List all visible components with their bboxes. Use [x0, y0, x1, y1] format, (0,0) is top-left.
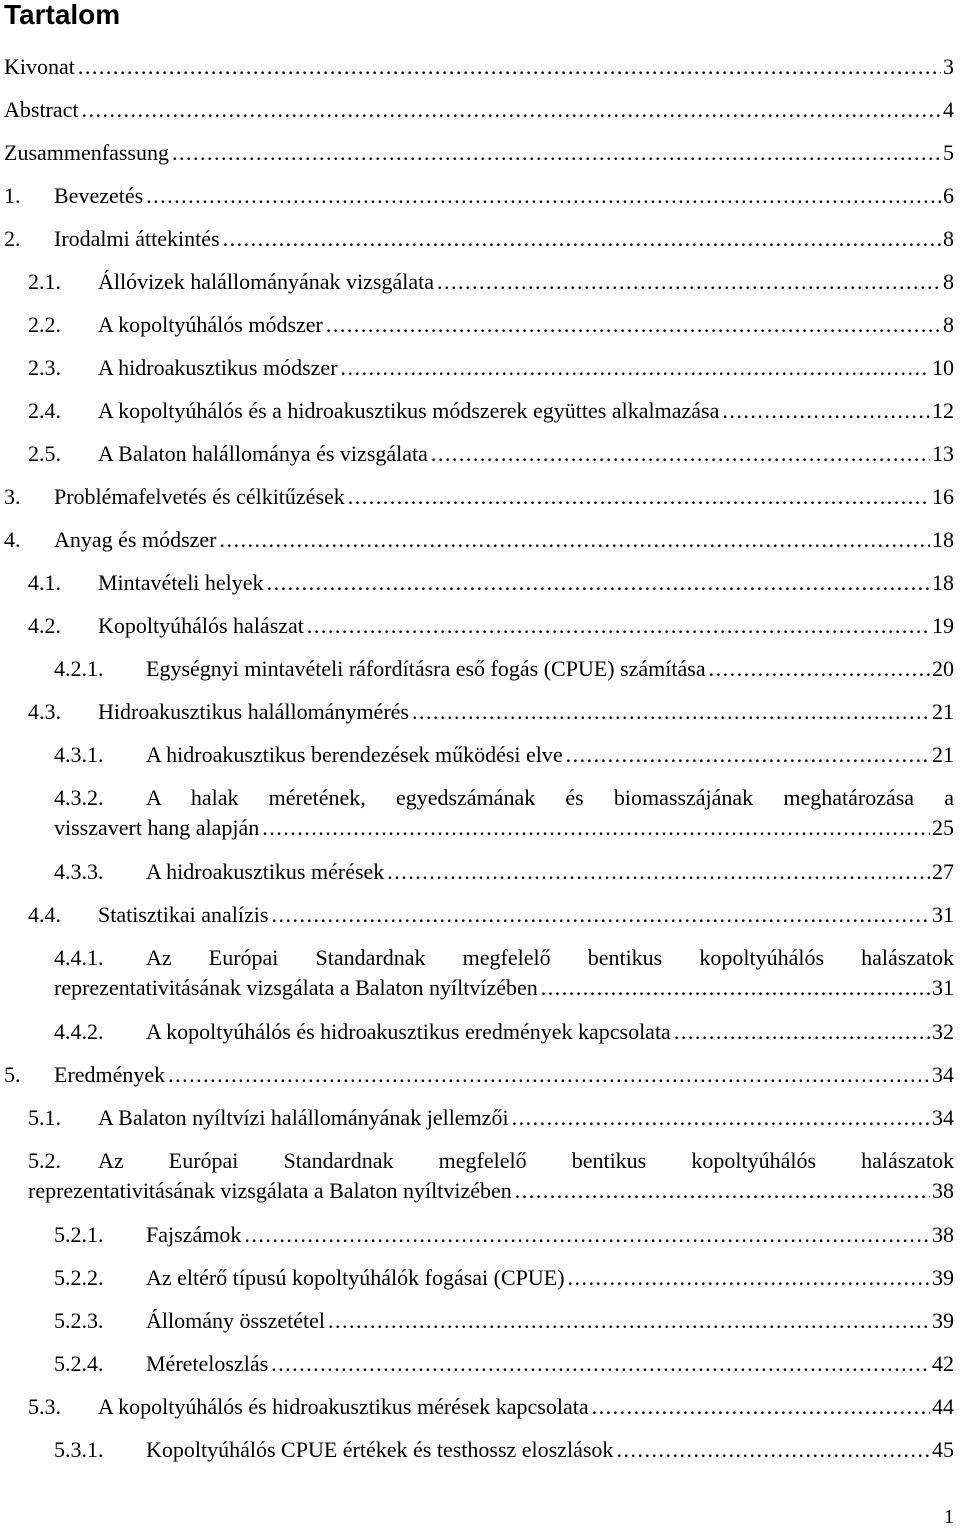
toc-entry-title: Bevezetés [54, 183, 144, 208]
toc-entry-number: 4.2. [28, 613, 61, 638]
toc-entry-title: Méreteloszlás [146, 1351, 269, 1376]
dot-leader [568, 1264, 930, 1292]
toc-entry-title: Statisztikai analízis [98, 902, 269, 927]
toc-entry-page: 31 [932, 975, 954, 1000]
toc-entry[interactable] [0, 96, 960, 124]
page-number: 1 [944, 1506, 954, 1528]
toc-entry-title: Az Európai Standardnak megfelelő bentikus kopoltyúhálós halászatok [146, 945, 954, 970]
toc-entry-title: Kopoltyúhálós halászat [98, 613, 304, 638]
toc-entry[interactable] [0, 1147, 960, 1205]
toc-entry-page: 19 [932, 613, 954, 638]
toc-entry-title: A halak méretének, egyedszámának és biomasszájának meghatározása a [146, 785, 954, 810]
dot-leader [328, 1307, 930, 1335]
toc-entry-number: 5.3. [28, 1394, 61, 1419]
dot-leader [387, 858, 930, 886]
toc-entry-title-continued: reprezentativitásának vizsgálata a Balaton nyíltvízében [54, 975, 538, 1000]
toc-entry-title: A kopoltyúhálós és hidroakusztikus eredmények kapcsolata [146, 1019, 671, 1044]
toc-entry-title: Problémafelvetés és célkitűzések [54, 484, 345, 509]
dot-leader [592, 1393, 930, 1421]
toc-entry-number: 5.3.1. [54, 1437, 104, 1462]
toc-entry[interactable] [0, 901, 960, 929]
dot-leader [674, 1018, 930, 1046]
toc-entry-page: 13 [932, 441, 954, 466]
toc-entry[interactable] [0, 483, 960, 511]
toc-entry-number: 4.2.1. [54, 656, 104, 681]
toc-heading: Tartalom [4, 0, 121, 30]
toc-entry-title: Kivonat [4, 54, 75, 79]
toc-entry-title: A kopoltyúhálós és a hidroakusztikus módszerek együttes alkalmazása [98, 398, 720, 423]
toc-entry[interactable] [0, 858, 960, 886]
dot-leader [341, 354, 930, 382]
dot-leader [220, 526, 930, 554]
toc-entry-page: 25 [932, 815, 954, 840]
toc-entry[interactable] [0, 1307, 960, 1335]
toc-entry-number: 5. [4, 1062, 21, 1087]
toc-entry-title: Mintavételi helyek [98, 570, 264, 595]
dot-leader [566, 741, 930, 769]
toc-entry-number: 2. [4, 226, 21, 251]
toc-entry-number: 5.2.4. [54, 1351, 104, 1376]
toc-entry-title: A Balaton halállománya és vizsgálata [98, 441, 428, 466]
toc-entry-page: 34 [932, 1062, 954, 1087]
toc-entry-page: 8 [943, 269, 954, 294]
toc-entry-number: 5.2.3. [54, 1308, 104, 1333]
toc-entry[interactable] [0, 1350, 960, 1378]
dot-leader [168, 1061, 930, 1089]
toc-entry[interactable] [0, 698, 960, 726]
dot-leader [541, 974, 930, 1002]
toc-entry[interactable] [0, 354, 960, 382]
dot-leader [244, 1221, 930, 1249]
toc-entry-page: 32 [932, 1019, 954, 1044]
toc-entry-page: 39 [932, 1265, 954, 1290]
toc-entry[interactable] [0, 526, 960, 554]
toc-entry-title: Az eltérő típusú kopoltyúhálók fogásai (CPUE) [146, 1265, 565, 1290]
toc-entry[interactable] [0, 139, 960, 167]
dot-leader [616, 1436, 930, 1464]
toc-entry-title: Zusammenfassung [4, 140, 169, 165]
dot-leader [262, 814, 930, 842]
toc-entry-page: 10 [932, 355, 954, 380]
toc-entry[interactable] [0, 1018, 960, 1046]
toc-entry-number: 4.3. [28, 699, 61, 724]
toc-entry-title-continued: visszavert hang alapján [54, 815, 260, 840]
toc-entry-title: Állomány összetétel [146, 1308, 326, 1333]
toc-entry-title: A hidroakusztikus berendezések működési elve [146, 742, 563, 767]
toc-entry-number: 5.1. [28, 1105, 61, 1130]
toc-entry-title: Anyag és módszer [54, 527, 217, 552]
toc-entry-page: 6 [943, 183, 954, 208]
toc-entry[interactable] [0, 1264, 960, 1292]
dot-leader [431, 440, 930, 468]
toc-entry[interactable] [0, 311, 960, 339]
toc-entry[interactable] [0, 53, 960, 81]
toc-entry-number: 4.3.1. [54, 742, 104, 767]
toc-entry-page: 3 [943, 54, 954, 79]
toc-entry[interactable] [0, 784, 960, 842]
toc-entry-title: A kopoltyúhálós és hidroakusztikus mérések kapcsolata [98, 1394, 589, 1419]
toc-entry-number: 4.1. [28, 570, 61, 595]
toc-entry-number: 2.2. [28, 312, 61, 337]
toc-entry-title: A hidroakusztikus módszer [98, 355, 338, 380]
toc-entry-page: 39 [932, 1308, 954, 1333]
toc-entry-number: 4.3.2. [54, 785, 104, 810]
toc-entry[interactable] [0, 1393, 960, 1421]
toc-entry-title: Az Európai Standardnak megfelelő bentikus kopoltyúhálós halászatok [98, 1148, 954, 1173]
dot-leader [512, 1104, 930, 1132]
toc-entry[interactable] [0, 612, 960, 640]
dot-leader [722, 397, 930, 425]
toc-entry-page: 38 [932, 1222, 954, 1247]
toc-entry[interactable] [0, 440, 960, 468]
toc-entry-page: 16 [932, 484, 954, 509]
toc-entry-page: 31 [932, 902, 954, 927]
dot-leader [412, 698, 930, 726]
toc-entry-number: 4.4. [28, 902, 61, 927]
toc-entry[interactable] [0, 182, 960, 210]
toc-entry-number: 2.3. [28, 355, 61, 380]
toc-entry-page: 34 [932, 1105, 954, 1130]
toc-entry-page: 8 [943, 226, 954, 251]
toc-entry-title: A kopoltyúhálós módszer [98, 312, 323, 337]
toc-entry-title: Irodalmi áttekintés [54, 226, 220, 251]
dot-leader [709, 655, 930, 683]
dot-leader [515, 1177, 930, 1205]
toc-entry-page: 4 [943, 97, 954, 122]
dot-leader [82, 96, 941, 124]
toc-entry-number: 5.2.2. [54, 1265, 104, 1290]
toc-entry[interactable] [0, 741, 960, 769]
dot-leader [271, 1350, 930, 1378]
toc-entry[interactable] [0, 1436, 960, 1464]
toc-entry-page: 38 [932, 1178, 954, 1203]
toc-entry-page: 44 [932, 1394, 954, 1419]
toc-entry[interactable] [0, 397, 960, 425]
toc-entry-title-continued: reprezentativitásának vizsgálata a Balaton nyíltvizében [28, 1178, 512, 1203]
dot-leader [437, 268, 941, 296]
dot-leader [348, 483, 930, 511]
toc-entry-number: 2.5. [28, 441, 61, 466]
toc-entry-title: Egységnyi mintavételi ráfordításra eső fogás (CPUE) számítása [146, 656, 706, 681]
dot-leader [146, 182, 941, 210]
toc-entry-title: Fajszámok [146, 1222, 242, 1247]
toc-entry-title: A hidroakusztikus mérések [146, 859, 385, 884]
toc-entry-number: 4. [4, 527, 21, 552]
dot-leader [271, 901, 930, 929]
toc-entry-page: 45 [932, 1437, 954, 1462]
toc-entry-number: 2.4. [28, 398, 61, 423]
toc-entry-title: Kopoltyúhálós CPUE értékek és testhossz eloszlások [146, 1437, 614, 1462]
toc-entry-number: 3. [4, 484, 21, 509]
toc-entry-number: 4.3.3. [54, 859, 104, 884]
toc-entry[interactable] [0, 569, 960, 597]
dot-leader [78, 53, 941, 81]
dot-leader [326, 311, 941, 339]
toc-entry-title: Abstract [4, 97, 79, 122]
toc-entry-page: 5 [943, 140, 954, 165]
toc-entry-page: 8 [943, 312, 954, 337]
toc-entry-number: 4.4.2. [54, 1019, 104, 1044]
toc-entry-page: 21 [932, 699, 954, 724]
toc-entry-number: 4.4.1. [54, 945, 104, 970]
toc-entry[interactable] [0, 1061, 960, 1089]
toc-entry-page: 12 [932, 398, 954, 423]
toc-entry-title: Eredmények [54, 1062, 166, 1087]
toc-entry-page: 27 [932, 859, 954, 884]
toc-entry-number: 5.2.1. [54, 1222, 104, 1247]
toc-entry-number: 2.1. [28, 269, 61, 294]
dot-leader [307, 612, 930, 640]
toc-entry[interactable] [0, 1104, 960, 1132]
toc-entry[interactable] [0, 944, 960, 1002]
toc-entry-page: 18 [932, 570, 954, 595]
toc-entry-title: Állóvizek halállományának vizsgálata [98, 269, 434, 294]
toc-entry[interactable] [0, 655, 960, 683]
toc-entry-number: 5.2. [28, 1148, 61, 1173]
dot-leader [172, 139, 941, 167]
toc-entry-number: 1. [4, 183, 21, 208]
toc-entry[interactable] [0, 225, 960, 253]
toc-entry-page: 42 [932, 1351, 954, 1376]
toc-entry[interactable] [0, 1221, 960, 1249]
toc-entry-title: A Balaton nyíltvízi halállományának jellemzői [98, 1105, 509, 1130]
dot-leader [267, 569, 930, 597]
toc-entry-page: 18 [932, 527, 954, 552]
toc-entry[interactable] [0, 268, 960, 296]
toc-entry-page: 20 [932, 656, 954, 681]
toc-entry-title: Hidroakusztikus halállománymérés [98, 699, 409, 724]
dot-leader [223, 225, 941, 253]
toc-entry-page: 21 [932, 742, 954, 767]
